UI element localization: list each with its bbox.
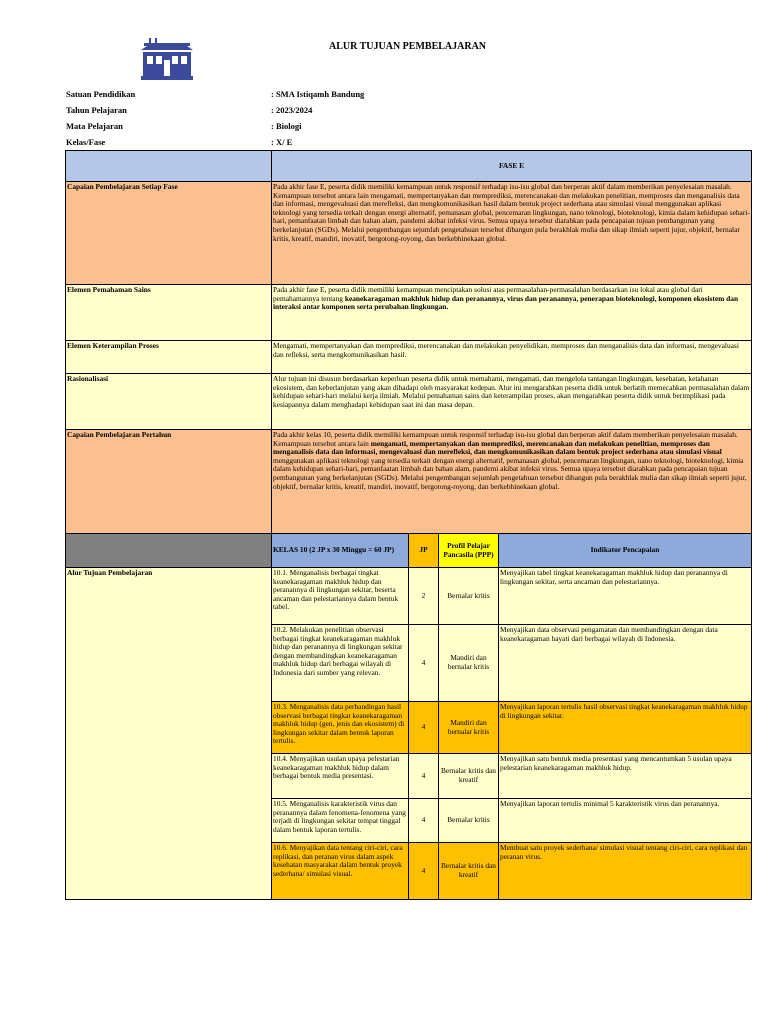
atp-tp-5: 10.5. Menganalisis karakteristik virus dan peranannya dalam fenomena-fenomena yang terjadi di lingkungan sekitar tempat tinggal dalam bentuk laporan tertulis. [272,799,409,843]
cp-tahun-text-1: Pada akhir kelas 10, peserta didik memiliki kemampuan untuk responsif terhadap isu-isu global dan berperan aktif dalam memberikan penyelesaian masalah. Kemampuan tersebut antara lain [273,430,738,448]
atp-header-blank [66,534,272,568]
atp-ppp-1: Bernalar kritis [439,568,499,625]
atp-indikator-4: Menyajikan satu bentuk media presentasi yang mencantumkan 5 usulan upaya pelestarian keanekaragaman makhluk hidup. [499,754,752,799]
meta-value-tahun: : 2023/2024 [271,105,313,115]
atp-indikator-5: Menyajikan laporan tertulis minimal 5 karakteristik virus dan peranannya. [499,799,752,843]
cp-tahun-text [272,430,752,534]
atp-jp-1: 2 [409,568,439,625]
atp-ppp-4: Bernalar kritis dan kreatif [439,754,499,799]
atp-indikator-6: Membuat satu proyek sederhana/ simulasi visual tentang ciri-ciri, cara replikasi dan peranan virus. [499,843,752,900]
cp-fase-text: Pada akhir fase E, peserta didik memiliki kemampuan untuk responsif terhadap isu-isu global dan berperan aktif dalam memberikan penyelesaian masalah. Kemampuan tersebut antara lain mengamati, mempertanyakan dan memprediksi, merencanakan dan melakukan penelitian, memproses dan menganalisis data dan informasi, mengevaluasi dan merefleksi, dan mengkomunikasikan hasil dalam bentuk project sederhana atau simulasi visual menggunakan aplikasi teknologi yang tersedia terkait dengan energi alternatif, pemanasan global, pencemaran lingkungan, nano teknologi, bioteknologi, kimia dalam kehidupan sehari-hari, pemanfaatan limbah dan bahan alam, pandemi akibat infeksi virus. Semua upaya tersebut diarahkan pada pencapaian tujuan pembangunan yang berkelanjutan (SGDs). Melalui pengembangan sejumlah pengetahuan tersebut dibangun pula berakhlak mulia dan sikap ilmiah seperti jujur, objektif, bernalar kritis, kreatif, mandiri, inovatif, bergotong-royong, dan berkebhinekaan global. [272,182,752,285]
atp-jp-5: 4 [409,799,439,843]
atp-jp-2: 4 [409,625,439,702]
pemahaman-text-plain: Pada akhir fase E, peserta didik memiliki kemampuan menciptakan solusi atas permasalahan-permasalahan berdasarkan isu lokal atau global dari pemahamannya tentang [273,285,703,303]
cp-tahun-text-2: menggunakan aplikasi teknologi yang tersedia terkait dengan energi alternatif, pemanasan global, pencemaran lingkungan, nano teknologi, bioteknologi, kimia dalam kehidupan sehari-hari, pemanfaatan limbah dan bahan alam, pandemi akibat infeksi virus. Semua upaya tersebut diarahkan pada pencapaian tujuan pembangunan yang berkelanjutan (SGDs). Melalui pengembangan sejumlah pengetahuan tersebut dibangun pula berakhlak mulia dan sikap ilmiah seperti jujur, objektif, bernalar kritis, kreatif, mandiri, inovatif, bergotong-royong, dan berkebhinekaan global. [273,455,747,491]
atp-tp-3: 10.3. Menganalisis data perbandingan hasil observasi berbagai tingkat keanekaragaman makhluk hidup (gen, jenis dan ekosistem) di lingkungan sekitar dalam bentuk laporan tertulis. [272,702,409,754]
meta-label-mapel: Mata Pelajaran [66,121,123,131]
cp-tahun-text-bold: mengamati, mempertanyakan dan memprediksi, merencanakan dan melakukan penelitian, memproses dan menganalisis data dan informasi, mengevaluasi dan merefleksi, dan mengkomunikasikan dalam bentuk project sederhana atau simulasi visual [273,438,722,457]
atp-ppp-6: Bernalar kritis dan kreatif [439,843,499,900]
keterampilan-text: Mengamati, mempertanyakan dan memprediksi, merencanakan dan melakukan penyelidikan, memproses dan menganalisis data dan informasi, mengevaluasi dan refleksi, serta mengkomunikasikan hasil. [272,341,752,374]
atp-header-profil: Profil Pelajar Pancasila (PPP) [439,534,499,568]
atp-header-indikator: Indikator Pencapaian [499,534,752,568]
pemahaman-text-bold: keanekaragaman makhluk hidup dan peranannya, virus dan peranannya, penerapan bioteknologi, komponen ekosistem dan interaksi antar komponen serta perubahan lingkungan. [273,293,739,312]
page-title: ALUR TUJUAN PEMBELAJARAN [328,41,487,52]
meta-label-kelas: Kelas/Fase [66,137,106,147]
cp-tahun-label: Capaian Pembelajaran Pertahun [66,430,272,534]
atp-header-kelas: KELAS 10 (2 JP x 30 Minggu = 60 JP) [272,534,409,568]
meta-value-mapel: : Biologi [271,121,302,131]
atp-jp-6: 4 [409,843,439,900]
rasionalisasi-label: Rasionalisasi [66,374,272,430]
phase-header: FASE E [272,151,752,182]
meta-value-satuan: : SMA Istiqamh Bandung [271,89,365,99]
atp-ppp-2: Mandiri dan bernalar kritis [439,625,499,702]
pemahaman-label: Elemen Pemahaman Sains [66,285,272,341]
atp-indikator-2: Menyajikan data observasi pengamatan dan membandingkan dengan data keanekaragaman hayati dari berbagai wilayah di Indonesia. [499,625,752,702]
atp-jp-4: 4 [409,754,439,799]
atp-ppp-3: Mandiri dan bernalar kritis [439,702,499,754]
pemahaman-text [272,285,752,341]
meta-value-kelas: : X/ E [271,137,293,147]
atp-tp-6: 10.6. Menyajikan data tentang ciri-ciri, cara replikasi, dan peranan virus dalam aspek kesehatan masyarakat dalam bentuk proyek sederhana/ simulasi visual. [272,843,409,900]
cp-fase-label: Capaian Pembelajaran Setiap Fase [66,182,272,285]
school-building-icon [141,38,193,80]
atp-table [65,150,752,900]
atp-tp-2: 10.2. Melakukan penelitian observasi berbagai tingkat keanekaragaman makhluk hidup dan peranannya di lingkungan sekitar dengan membandingkan keanekaragaman makhluk hidup dari berbagai wilayah di Indonesia dari sumber yang relevan. [272,625,409,702]
atp-indikator-3: Menyajikan laporan tertulis hasil observasi tingkat keanekaragaman makhluk hidup di lingkungan sekitar. [499,702,752,754]
rasionalisasi-text: Alur tujuan ini disusun berdasarkan keperluan peserta didik untuk memahami, mengamati, dan mengelola tantangan lingkungan, kesehatan, ketahanan ekosistem, dan keberlanjutan yang akan dihadapi oleh masyarakat kedepan. Alur ini mengarahkan peserta didik untuk berlatih memecahkan permasalahan dalam kehidupan sehari-hari melalui kerja ilmiah. Melalui pemahaman sains dan keterampilan proses, akan mengarahkan peserta didik untuk berimplikasi pada kesiapannya dalam menghadapi kehidupan saat ini dan masa depan. [272,374,752,430]
keterampilan-label: Elemen Keterampilan Proses [66,341,272,374]
atp-tp-1: 10.1. Menganalisis berbagai tingkat keanekaragaman makhluk hidup dan peranannya di lingkungan sekitar, beserta ancaman dan pelestariannya dalam bentuk tabel. [272,568,409,625]
atp-header-jp: JP [409,534,439,568]
meta-label-tahun: Tahun Pelajaran [66,105,127,115]
atp-ppp-5: Bernalar kritis [439,799,499,843]
atp-indikator-1: Menyajikan tabel tingkat keanekaragaman makhluk hidup dan peranannya di lingkungan sekitar, serta ancaman dan pelestariannya. [499,568,752,625]
meta-label-satuan: Satuan Pendidikan [66,89,136,99]
phase-header-blank [66,151,272,182]
atp-jp-3: 4 [409,702,439,754]
atp-label: Alur Tujuan Pembelajaran [66,568,272,900]
atp-tp-4: 10.4. Menyajikan usulan upaya pelestarian keanekaragaman makhluk hidup dalam berbagai bentuk media presentasi. [272,754,409,799]
